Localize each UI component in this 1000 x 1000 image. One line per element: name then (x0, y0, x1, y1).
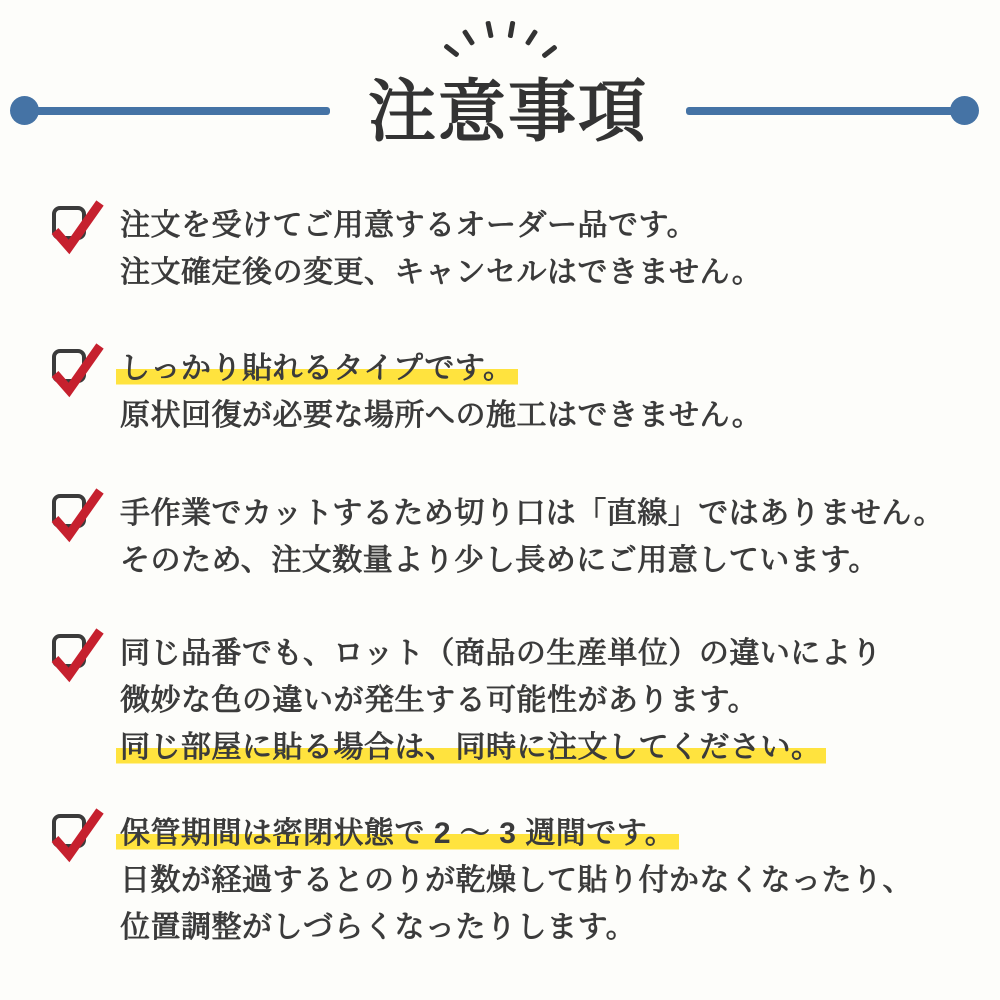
checklist-item (52, 490, 972, 584)
checklist-line: そのため、注文数量より少し長めにご用意しています。 (120, 544, 879, 577)
checked-checkbox-icon (52, 349, 86, 383)
emphasis-rays-icon (440, 14, 560, 70)
accent-line-left (34, 107, 330, 115)
checklist-line: 注文を受けてご用意するオーダー品です。 (120, 209, 698, 242)
checklist-line: 原状回復が必要な場所への施工はできません。 (120, 399, 763, 432)
red-checkmark-icon (49, 804, 105, 860)
accent-line-right (686, 107, 966, 115)
checklist-item (52, 345, 972, 439)
ray-stroke (462, 29, 475, 46)
checklist-item (52, 202, 972, 296)
ray-stroke (443, 43, 459, 57)
checked-checkbox-icon (52, 634, 86, 668)
checklist-line: 微妙な色の違いが発生する可能性があります。 (120, 684, 759, 717)
checklist-line: 注文確定後の変更、キャンセルはできません。 (120, 256, 763, 289)
red-checkmark-icon (49, 196, 105, 252)
checklist-line: 同じ部屋に貼る場合は、同時に注文してください。 (120, 724, 972, 771)
ray-stroke (485, 21, 493, 39)
checklist-line: 位置調整がしづらくなったりします。 (120, 911, 637, 944)
checklist-line: 同じ品番でも、ロット（商品の生産単位）の違いにより (120, 637, 882, 670)
red-checkmark-icon (49, 339, 105, 395)
ray-stroke (541, 44, 557, 58)
checked-checkbox-icon (52, 814, 86, 848)
checked-checkbox-icon (52, 206, 86, 240)
checklist-line: しっかり貼れるタイプです。 (120, 345, 972, 392)
checklist (52, 202, 972, 951)
red-checkmark-icon (49, 484, 105, 540)
checklist-item (52, 630, 972, 771)
checklist-line: 保管期間は密閉状態で 2 〜 3 週間です。 (120, 810, 972, 857)
page-title: 注意事項 (367, 74, 648, 150)
checklist-line: 手作業でカットするため切り口は「直線」ではありません。 (120, 497, 945, 530)
checklist-item (52, 810, 972, 951)
red-checkmark-icon (49, 624, 105, 680)
accent-dot-right (950, 96, 979, 125)
ray-stroke (508, 21, 516, 39)
checked-checkbox-icon (52, 494, 86, 528)
ray-stroke (525, 29, 538, 46)
checklist-line: 日数が経過するとのりが乾燥して貼り付かなくなったり、 (120, 864, 913, 897)
